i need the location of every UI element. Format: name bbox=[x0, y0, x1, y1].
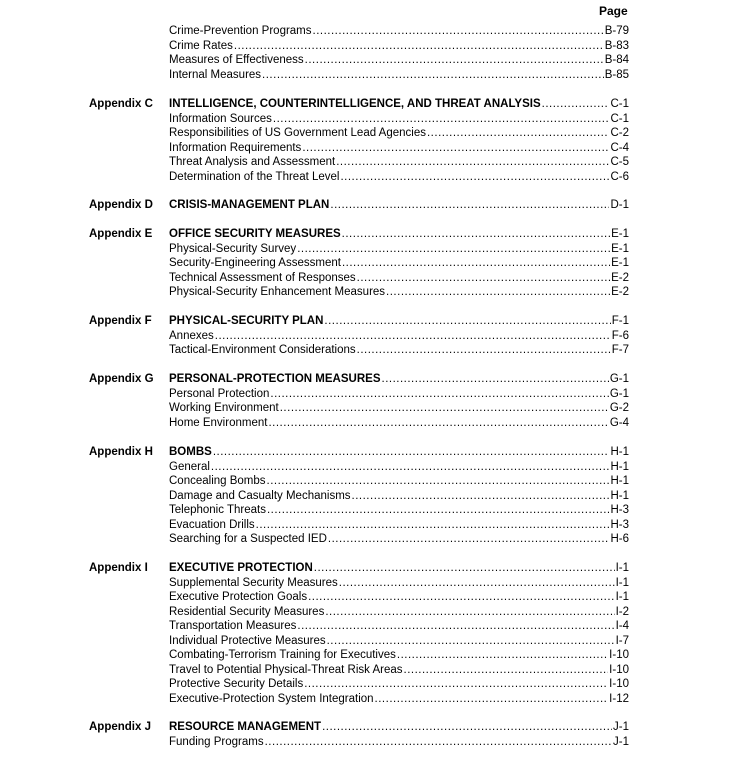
dot-leader bbox=[357, 343, 611, 358]
entry-title: Information Sources bbox=[169, 112, 272, 125]
entry-page-number: H-3 bbox=[610, 504, 629, 516]
dot-leader bbox=[308, 590, 615, 605]
entry-page-number: I-10 bbox=[609, 663, 629, 676]
toc-entry-row bbox=[0, 576, 737, 591]
toc-entry[interactable] bbox=[169, 619, 629, 634]
toc-entry-row bbox=[0, 663, 737, 678]
entry-page-number: H-6 bbox=[610, 533, 629, 545]
toc-entry[interactable] bbox=[169, 590, 629, 605]
dot-leader bbox=[302, 141, 609, 156]
appendix-label: Appendix H bbox=[89, 446, 153, 458]
entry-page-number: B-79 bbox=[604, 25, 629, 37]
toc-entry-row bbox=[0, 53, 737, 68]
toc-entry-row bbox=[0, 170, 737, 185]
toc-entry-row bbox=[0, 256, 737, 271]
dot-leader bbox=[313, 24, 604, 39]
entry-page-number: I-10 bbox=[609, 678, 629, 690]
dot-leader bbox=[297, 242, 610, 257]
entry-title: Physical-Security Enhancement Measures bbox=[169, 286, 386, 298]
toc-entry[interactable] bbox=[169, 24, 629, 39]
dot-leader bbox=[234, 39, 604, 54]
entry-page-number: E-1 bbox=[611, 228, 629, 240]
entry-title: Annexes bbox=[169, 329, 214, 342]
toc-entry[interactable] bbox=[169, 141, 629, 156]
toc-entry-row bbox=[0, 634, 737, 649]
entry-page-number: I-4 bbox=[615, 620, 629, 632]
entry-page-number: B-83 bbox=[604, 39, 629, 52]
entry-title: Individual Protective Measures bbox=[169, 634, 326, 647]
toc-entry-row bbox=[0, 242, 737, 257]
toc-entry[interactable] bbox=[169, 489, 629, 504]
appendix-label: Appendix F bbox=[89, 315, 152, 327]
entry-title: CRISIS-MANAGEMENT PLAN bbox=[169, 199, 330, 211]
entry-title: Technical Assessment of Responses bbox=[169, 271, 356, 284]
toc-appendix-heading-row bbox=[0, 227, 737, 242]
toc-entry[interactable] bbox=[169, 605, 629, 620]
toc-appendix-heading-row bbox=[0, 372, 737, 387]
toc-entry-row bbox=[0, 271, 737, 286]
entry-title: Responsibilities of US Government Lead Agencies bbox=[169, 127, 426, 139]
dot-leader bbox=[342, 227, 610, 242]
toc-entry-row bbox=[0, 387, 737, 402]
toc-entry[interactable] bbox=[169, 112, 629, 127]
toc-entry[interactable] bbox=[169, 155, 629, 170]
entry-title: PHYSICAL-SECURITY PLAN bbox=[169, 315, 324, 327]
entry-title: Damage and Casualty Mechanisms bbox=[169, 489, 351, 502]
toc-entry[interactable] bbox=[169, 53, 629, 68]
entry-page-number: F-7 bbox=[611, 344, 629, 356]
entry-title: Measures of Effectiveness bbox=[169, 54, 304, 66]
toc-entry-row bbox=[0, 416, 737, 431]
toc-entry-row bbox=[0, 126, 737, 141]
toc-entry[interactable] bbox=[169, 692, 629, 707]
toc-entry-row bbox=[0, 677, 737, 692]
appendix-heading[interactable] bbox=[169, 720, 629, 735]
toc-entry[interactable] bbox=[169, 576, 629, 591]
toc-entry[interactable] bbox=[169, 256, 629, 271]
dot-leader bbox=[265, 735, 612, 750]
dot-leader bbox=[327, 634, 615, 649]
toc-entry-row bbox=[0, 141, 737, 156]
dot-leader bbox=[324, 314, 610, 329]
toc-entry[interactable] bbox=[169, 663, 629, 678]
entry-page-number: J-1 bbox=[613, 721, 629, 733]
toc-entry-row bbox=[0, 68, 737, 83]
toc-entry-row bbox=[0, 285, 737, 300]
entry-title: Transportation Measures bbox=[169, 620, 297, 632]
dot-leader bbox=[267, 474, 610, 489]
entry-title: Information Requirements bbox=[169, 141, 302, 154]
entry-title: Concealing Bombs bbox=[169, 475, 266, 487]
entry-title: Residential Security Measures bbox=[169, 605, 325, 618]
toc-entry-row bbox=[0, 112, 737, 127]
dot-leader bbox=[386, 285, 610, 300]
entry-title: Searching for a Suspected IED bbox=[169, 533, 327, 545]
dot-leader bbox=[375, 692, 609, 707]
appendix-heading[interactable] bbox=[169, 561, 629, 576]
toc-entry-row bbox=[0, 24, 737, 39]
entry-title: Threat Analysis and Assessment bbox=[169, 156, 336, 168]
dot-leader bbox=[304, 677, 608, 692]
toc-entry[interactable] bbox=[169, 285, 629, 300]
entry-title: Combating-Terrorism Training for Executives bbox=[169, 649, 396, 661]
dot-leader bbox=[342, 256, 610, 271]
appendix-heading[interactable] bbox=[169, 314, 629, 329]
entry-title: OFFICE SECURITY MEASURES bbox=[169, 228, 341, 240]
entry-page-number: D-1 bbox=[610, 199, 629, 211]
dot-leader bbox=[297, 619, 614, 634]
entry-page-number: C-1 bbox=[610, 112, 629, 125]
dot-leader bbox=[542, 97, 610, 112]
toc-entry[interactable] bbox=[169, 68, 629, 83]
entry-title: Personal Protection bbox=[169, 387, 270, 400]
entry-page-number: H-3 bbox=[610, 518, 629, 531]
toc-entry-row bbox=[0, 329, 737, 344]
toc-entry-row bbox=[0, 518, 737, 533]
entry-title: General bbox=[169, 460, 210, 473]
dot-leader bbox=[330, 198, 609, 213]
entry-page-number: I-7 bbox=[615, 634, 629, 647]
entry-page-number: C-4 bbox=[610, 141, 629, 154]
entry-page-number: B-85 bbox=[604, 68, 629, 81]
entry-title: Home Environment bbox=[169, 416, 268, 429]
toc-entry-row bbox=[0, 692, 737, 707]
entry-page-number: G-1 bbox=[609, 373, 629, 385]
entry-page-number: C-5 bbox=[610, 156, 629, 168]
appendix-label: Appendix I bbox=[89, 562, 148, 574]
toc-entry-row bbox=[0, 401, 737, 416]
toc-entry[interactable] bbox=[169, 735, 629, 750]
dot-leader bbox=[280, 401, 609, 416]
dot-leader bbox=[339, 576, 615, 591]
appendix-label: Appendix E bbox=[89, 228, 153, 240]
entry-page-number: C-6 bbox=[610, 170, 629, 183]
appendix-label: Appendix J bbox=[89, 721, 151, 733]
page-column-label: Page bbox=[599, 4, 628, 18]
entry-title: Security-Engineering Assessment bbox=[169, 257, 341, 269]
toc-appendix-heading-row bbox=[0, 445, 737, 460]
entry-page-number: G-1 bbox=[609, 387, 629, 400]
toc-entry-row bbox=[0, 619, 737, 634]
entry-title: Supplemental Security Measures bbox=[169, 576, 338, 589]
dot-leader bbox=[273, 112, 610, 127]
appendix-heading[interactable] bbox=[169, 372, 629, 387]
dot-leader bbox=[215, 329, 611, 344]
appendix-heading[interactable] bbox=[169, 97, 629, 112]
entry-title: Evacuation Drills bbox=[169, 518, 255, 531]
dot-leader bbox=[336, 155, 609, 170]
dot-leader bbox=[382, 372, 609, 387]
entry-page-number: F-6 bbox=[611, 329, 629, 342]
entry-page-number: E-1 bbox=[611, 257, 629, 269]
entry-page-number: E-1 bbox=[611, 242, 629, 255]
dot-leader bbox=[404, 663, 609, 678]
entry-title: PERSONAL-PROTECTION MEASURES bbox=[169, 373, 381, 385]
entry-page-number: C-2 bbox=[610, 127, 629, 139]
toc-entry[interactable] bbox=[169, 460, 629, 475]
entry-page-number: I-1 bbox=[615, 576, 629, 589]
toc-appendix-heading-row bbox=[0, 561, 737, 576]
dot-leader bbox=[211, 460, 610, 475]
dot-leader bbox=[352, 489, 610, 504]
toc-entry[interactable] bbox=[169, 126, 629, 141]
entry-page-number: G-2 bbox=[609, 402, 629, 414]
entry-title: RESOURCE MANAGEMENT bbox=[169, 721, 322, 733]
toc-appendix-heading-row bbox=[0, 314, 737, 329]
entry-page-number: E-2 bbox=[611, 286, 629, 298]
entry-title: Physical-Security Survey bbox=[169, 242, 297, 255]
appendix-heading[interactable] bbox=[169, 198, 629, 213]
toc-entry[interactable] bbox=[169, 387, 629, 402]
entry-page-number: B-84 bbox=[604, 54, 629, 66]
appendix-heading[interactable] bbox=[169, 445, 629, 460]
toc-appendix-heading-row bbox=[0, 720, 737, 735]
toc-entry-row bbox=[0, 474, 737, 489]
toc-entry[interactable] bbox=[169, 401, 629, 416]
appendix-label: Appendix D bbox=[89, 199, 153, 211]
dot-leader bbox=[340, 170, 609, 185]
toc-entry[interactable] bbox=[169, 242, 629, 257]
entry-page-number: E-2 bbox=[611, 271, 629, 284]
entry-title: Telephonic Threats bbox=[169, 504, 266, 516]
dot-leader bbox=[325, 605, 614, 620]
entry-title: Protective Security Details bbox=[169, 678, 304, 690]
dot-leader bbox=[262, 68, 604, 83]
dot-leader bbox=[357, 271, 610, 286]
dot-leader bbox=[305, 53, 604, 68]
toc-entry-row bbox=[0, 648, 737, 663]
dot-leader bbox=[256, 518, 610, 533]
toc-entry-row bbox=[0, 489, 737, 504]
toc-entry-row bbox=[0, 155, 737, 170]
toc-entry[interactable] bbox=[169, 39, 629, 54]
entry-page-number: I-2 bbox=[615, 605, 629, 618]
entry-title: Executive-Protection System Integration bbox=[169, 692, 374, 705]
dot-leader bbox=[328, 532, 610, 547]
entry-page-number: G-4 bbox=[609, 416, 629, 429]
dot-leader bbox=[314, 561, 615, 576]
toc-entry-row bbox=[0, 503, 737, 518]
dot-leader bbox=[267, 503, 610, 518]
toc-entry[interactable] bbox=[169, 329, 629, 344]
dot-leader bbox=[397, 648, 608, 663]
entry-page-number: F-1 bbox=[611, 315, 629, 327]
toc-entry[interactable] bbox=[169, 343, 629, 358]
toc-entry[interactable] bbox=[169, 648, 629, 663]
toc-entry-row bbox=[0, 39, 737, 54]
toc-appendix-heading-row bbox=[0, 198, 737, 213]
entry-title: BOMBS bbox=[169, 446, 212, 458]
toc-entry-row bbox=[0, 590, 737, 605]
entry-title: Executive Protection Goals bbox=[169, 591, 308, 603]
entry-title: Internal Measures bbox=[169, 68, 262, 81]
entry-title: Funding Programs bbox=[169, 735, 264, 748]
toc-entry[interactable] bbox=[169, 416, 629, 431]
appendix-label: Appendix G bbox=[89, 373, 154, 385]
appendix-heading[interactable] bbox=[169, 227, 629, 242]
appendix-label: Appendix C bbox=[89, 98, 153, 110]
entry-page-number: I-12 bbox=[609, 692, 629, 705]
dot-leader bbox=[322, 720, 612, 735]
entry-page-number: H-1 bbox=[610, 475, 629, 487]
toc-appendix-heading-row bbox=[0, 97, 737, 112]
entry-page-number: J-1 bbox=[613, 735, 629, 748]
dot-leader bbox=[213, 445, 610, 460]
entry-title: EXECUTIVE PROTECTION bbox=[169, 562, 313, 574]
toc-entry-row bbox=[0, 532, 737, 547]
toc-entry[interactable] bbox=[169, 503, 629, 518]
dot-leader bbox=[270, 387, 608, 402]
entry-title: Determination of the Threat Level bbox=[169, 170, 340, 183]
toc-entry[interactable] bbox=[169, 474, 629, 489]
entry-title: INTELLIGENCE, COUNTERINTELLIGENCE, AND THREAT ANALYSIS bbox=[169, 98, 541, 110]
toc-entry-row bbox=[0, 735, 737, 750]
toc-entry[interactable] bbox=[169, 634, 629, 649]
toc-entry[interactable] bbox=[169, 532, 629, 547]
toc-entry[interactable] bbox=[169, 677, 629, 692]
entry-title: Travel to Potential Physical-Threat Risk Areas bbox=[169, 663, 403, 676]
entry-page-number: H-1 bbox=[610, 489, 629, 502]
entry-title: Crime Rates bbox=[169, 39, 233, 52]
entry-page-number: H-1 bbox=[610, 460, 629, 473]
dot-leader bbox=[268, 416, 608, 431]
entry-page-number: I-10 bbox=[609, 649, 629, 661]
toc-entry[interactable] bbox=[169, 271, 629, 286]
entry-title: Crime-Prevention Programs bbox=[169, 25, 312, 37]
toc-entry[interactable] bbox=[169, 170, 629, 185]
dot-leader bbox=[427, 126, 609, 141]
entry-page-number: C-1 bbox=[610, 98, 629, 110]
toc-entry-row bbox=[0, 605, 737, 620]
toc-entry-row bbox=[0, 460, 737, 475]
entry-page-number: I-1 bbox=[615, 591, 629, 603]
toc-entry[interactable] bbox=[169, 518, 629, 533]
entry-page-number: I-1 bbox=[615, 562, 629, 574]
toc-entry-row bbox=[0, 343, 737, 358]
entry-page-number: H-1 bbox=[610, 446, 629, 458]
entry-title: Tactical-Environment Considerations bbox=[169, 344, 356, 356]
entry-title: Working Environment bbox=[169, 402, 279, 414]
